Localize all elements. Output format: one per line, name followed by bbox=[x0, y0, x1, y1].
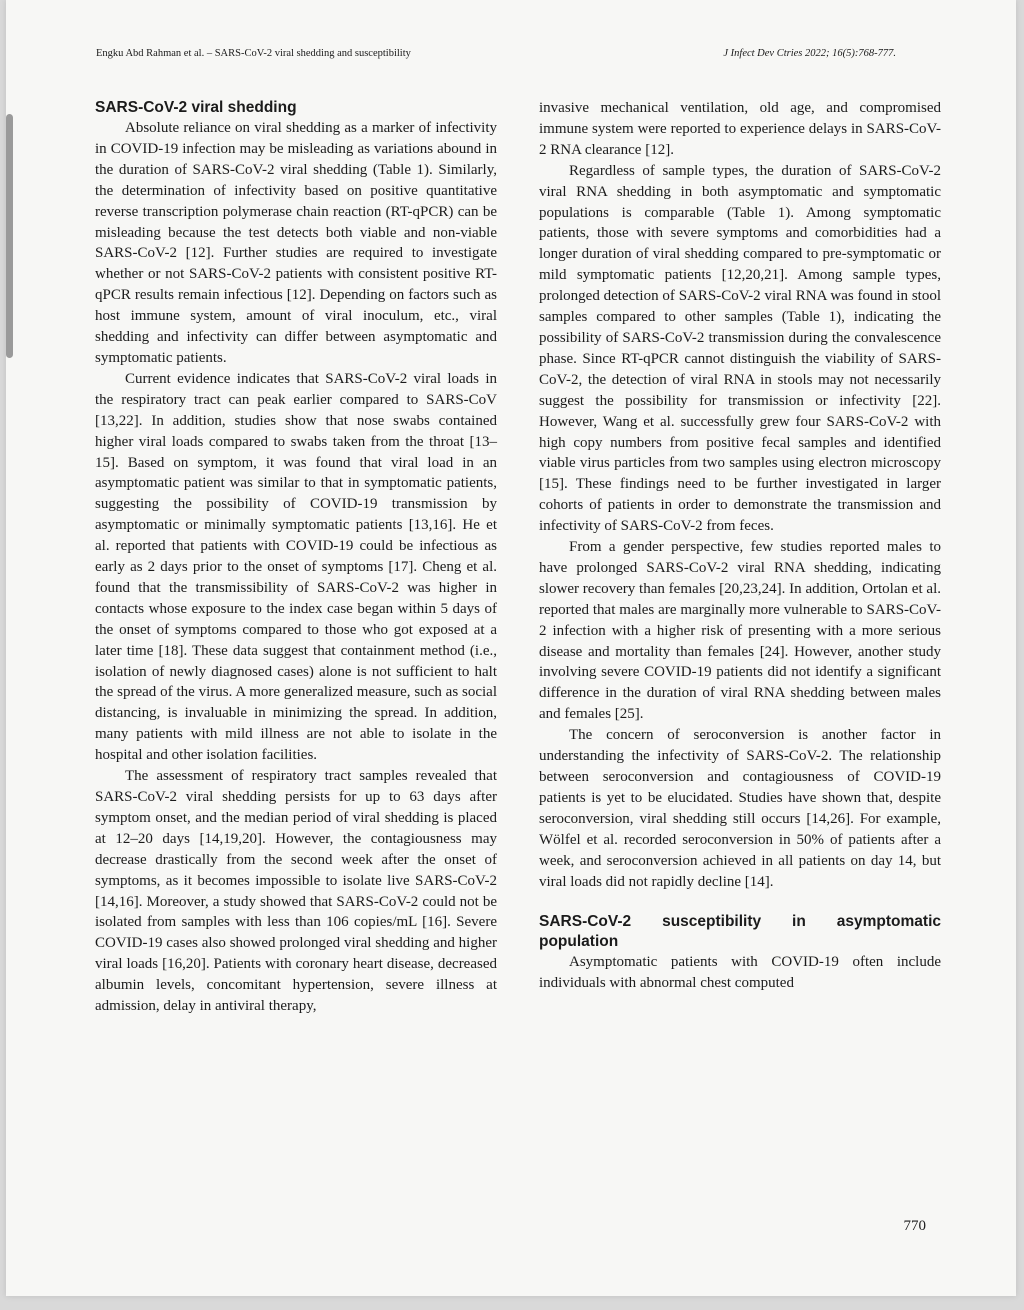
scrollbar-thumb[interactable] bbox=[6, 114, 13, 358]
paragraph: From a gender perspective, few studies reported males to have prolonged SARS-CoV-2 viral RNA shedding, indicating slower recovery than females [20,23,24]. In addition, Ortolan et al. reported that males are marginally more vulnerable to SARS-CoV-2 infection with a higher risk of presenting with a more serious disease and mortality than females [24]. However, another study involving severe COVID-19 patients did not identify a significant difference in the duration of viral RNA shedding between males and females [25]. bbox=[539, 539, 941, 723]
page-number: 770 bbox=[903, 1218, 926, 1234]
section-heading-viral-shedding: SARS-CoV-2 viral shedding bbox=[95, 99, 297, 116]
page-sheet bbox=[6, 0, 1016, 1296]
header-left: Engku Abd Rahman et al. – SARS-CoV-2 viral shedding and susceptibility bbox=[96, 48, 411, 59]
paragraph: The concern of seroconversion is another factor in understanding the infectivity of SARS-CoV-2. The relationship between seroconversion and contagiousness of COVID-19 patients is yet to be elucidated. Studies have shown that, despite seroconversion, viral shedding still occurs [14,26]. For example, Wölfel et al. recorded seroconversion in 50% of patients after a week, and seroconversion achieved in all patients on day 14, but viral loads did not rapidly decline [14]. bbox=[539, 727, 941, 890]
section-heading-susceptibility: SARS-CoV-2 susceptibility in asymptomatic population bbox=[539, 913, 941, 951]
paragraph: Absolute reliance on viral shedding as a marker of infectivity in COVID-19 infection may be misleading as variations abound in the duration of SARS-CoV-2 viral shedding (Table 1). Similarly, the determination of infectivity based on positive quantitative reverse transcription polymerase chain reaction (RT-qPCR) can be misleading because the test detects both viable and non-viable SARS-CoV-2 [12]. Further studies are required to investigate whether or not SARS-CoV-2 patients with consistent positive RT-qPCR results remain infectious [12]. Depending on factors such as host immune system, amount of viral inoculum, etc., viral shedding and infectivity can differ between asymptomatic and symptomatic patients. bbox=[95, 120, 497, 366]
header-right: J Infect Dev Ctries 2022; 16(5):768-777. bbox=[723, 48, 896, 59]
right-column bbox=[539, 98, 941, 994]
running-header bbox=[96, 48, 896, 59]
paragraph: The assessment of respiratory tract samples revealed that SARS-CoV-2 viral shedding persists for up to 63 days after symptom onset, and the median period of viral shedding is placed at 12–20 days [14,19,20]. However, the contagiousness may decrease drastically from the second week after the onset of symptoms, as it becomes impossible to isolate live SARS-CoV-2 [14,16]. Moreover, a study showed that SARS-CoV-2 could not be isolated from samples with less than 106 copies/mL [16]. Severe COVID-19 cases also showed prolonged viral shedding and higher viral loads [16,20]. Patients with coronary heart disease, decreased albumin levels, concomitant hypertension, severe illness at admission, delay in antiviral therapy, bbox=[95, 768, 497, 1015]
left-column bbox=[95, 98, 497, 1017]
paragraph: Asymptomatic patients with COVID-19 often include individuals with abnormal chest computed bbox=[539, 954, 941, 992]
paragraph: Current evidence indicates that SARS-CoV-2 viral loads in the respiratory tract can peak earlier compared to SARS-CoV [13,22]. In addition, studies show that nose swabs contained higher viral loads compared to swabs taken from the throat [13–15]. Based on symptom, it was found that viral load in an asymptomatic patient was similar to that in symptomatic patients, suggesting the possibility of COVID-19 transmission by asymptomatic or minimally symptomatic patients [13,16]. He et al. reported that patients with COVID-19 could be infectious as early as 2 days prior to the onset of symptoms [17]. Cheng et al. found that the transmissibility of SARS-CoV-2 was higher in contacts whose exposure to the index case began within 5 days of the onset of symptoms compared to those who got exposed at a later time [18]. These data suggest that containment method (i.e., isolation of newly diagnosed cases) alone is not sufficient to halt the spread of the virus. A more generalized measure, such as social distancing, is invaluable in minimizing the spread. In addition, many patients with mild illness are not able to isolate in the hospital and other isolation facilities. bbox=[95, 370, 497, 764]
paragraph: invasive mechanical ventilation, old age, and compromised immune system were reported to experience delays in SARS-CoV-2 RNA clearance [12]. bbox=[539, 100, 941, 158]
paragraph: Regardless of sample types, the duration of SARS-CoV-2 viral RNA shedding in both asymptomatic and symptomatic populations is comparable (Table 1). Among symptomatic patients, those with severe symptoms and comorbidities had a longer duration of viral shedding compared to pre-symptomatic or mild symptomatic patients [12,20,21]. Among sample types, prolonged detection of SARS-CoV-2 viral RNA was found in stool samples compared to other samples (Table 1), indicating the possibility of SARS-CoV-2 transmission during the convalescence phase. Since RT-qPCR cannot distinguish the viability of SARS-CoV-2, the detection of viral RNA in stools may not necessarily suggest the possibility for transmission or infectivity [22]. However, Wang et al. successfully grew four SARS-CoV-2 with high copy numbers from positive fecal samples and identified viable virus particles from two samples using electron microscopy [15]. These findings need to be further investigated in larger cohorts of patients in order to demonstrate the transmission and infectivity of SARS-CoV-2 from feces. bbox=[539, 162, 941, 535]
